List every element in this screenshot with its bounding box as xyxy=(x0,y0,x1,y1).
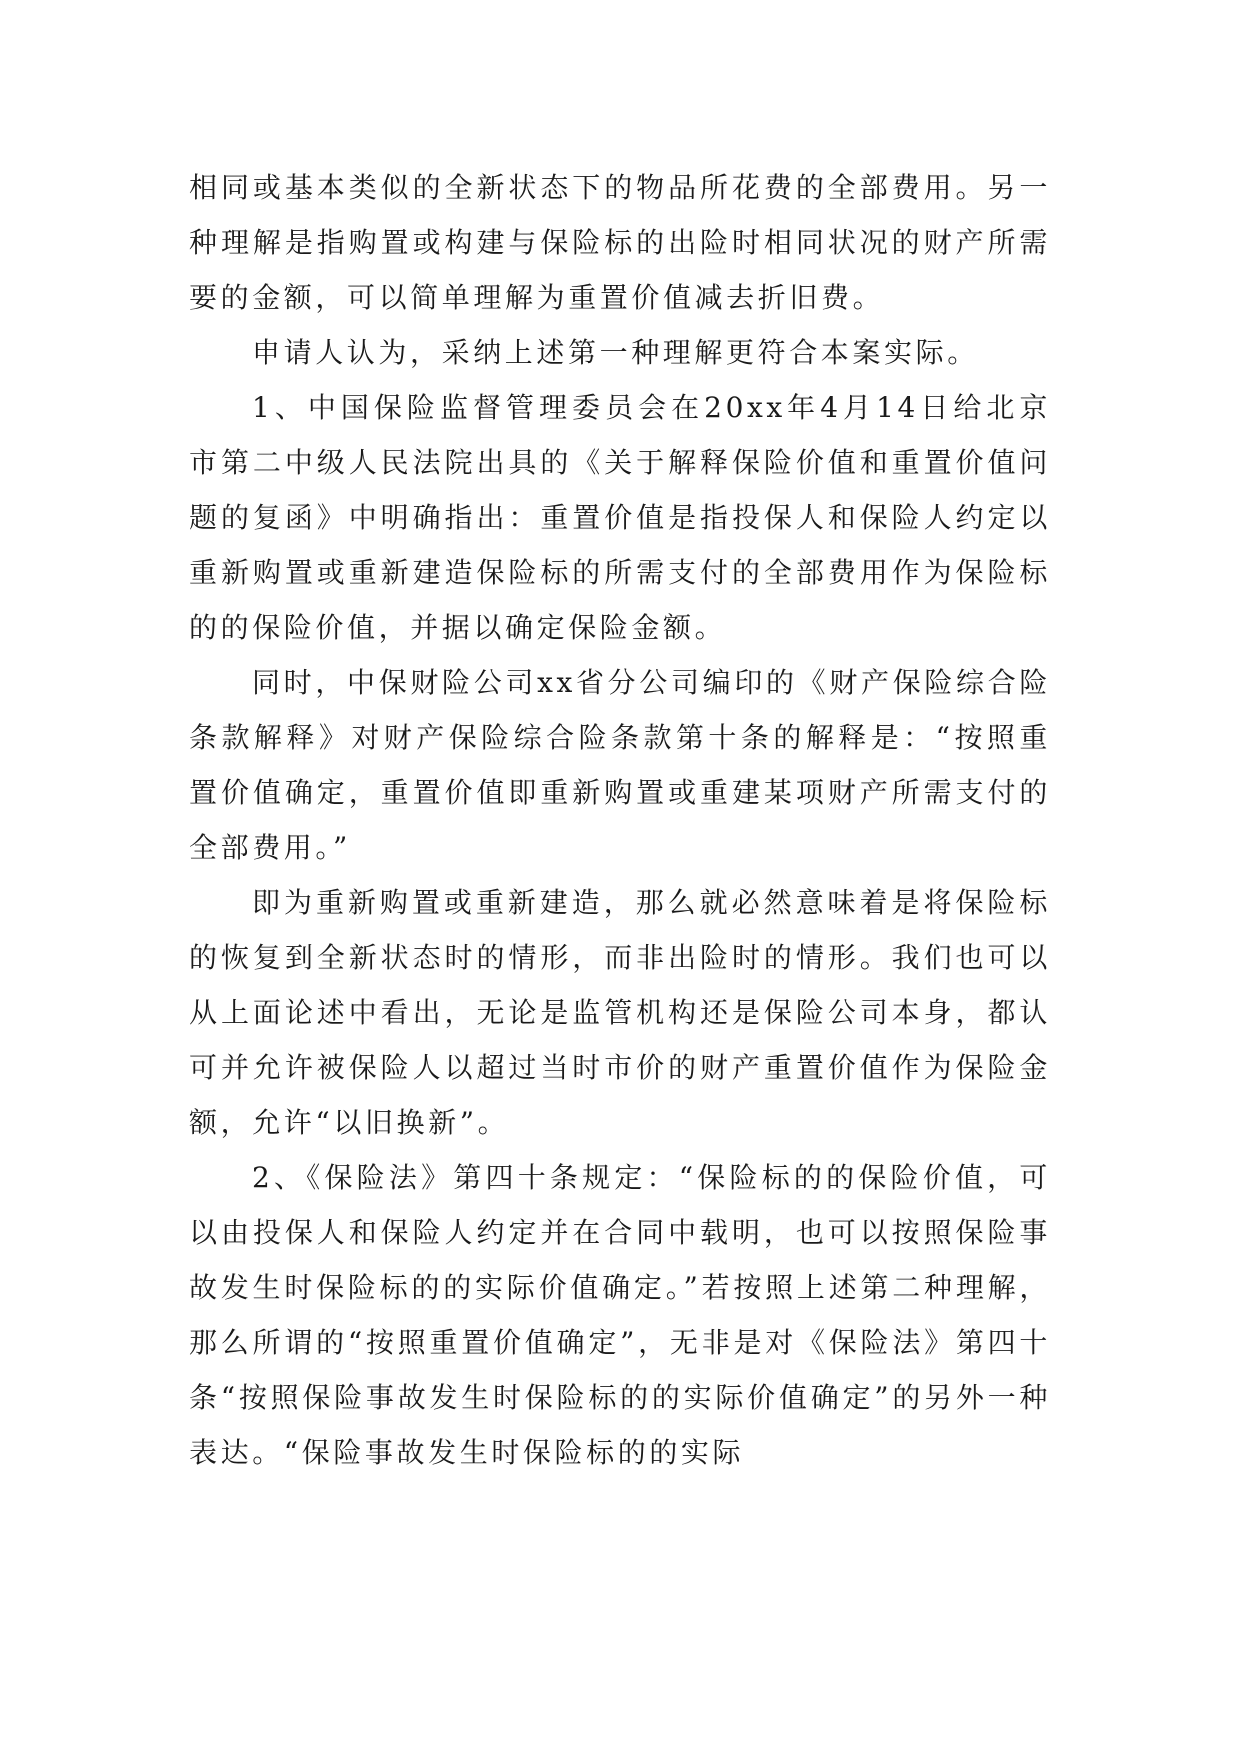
document-body xyxy=(189,160,1051,1480)
paragraph-continuation: 相同或基本类似的全新状态下的物品所花费的全部费用。另一种理解是指购置或构建与保险标的出险时相同状况的财产所需要的金额，可以简单理解为重置价值减去折旧费。 xyxy=(189,171,1051,314)
paragraph-applicant-opinion: 申请人认为，采纳上述第一种理解更符合本案实际。 xyxy=(252,336,979,369)
paragraph-insurer-explanation: 同时，中保财险公司xx省分公司编印的《财产保险综合险条款解释》对财产保险综合险条款第十条的解释是：“按照重置价值确定，重置价值即重新购置或重建某项财产所需支付的全部费用。” xyxy=(189,666,1051,864)
paragraph-reasoning: 即为重新购置或重新建造，那么就必然意味着是将保险标的恢复到全新状态时的情形，而非出险时的情形。我们也可以从上面论述中看出，无论是监管机构还是保险公司本身，都认可并允许被保险人以超过当时市价的财产重置价值作为保险金额，允许“以旧换新”。 xyxy=(189,886,1051,1139)
paragraph-point-1: 1、中国保险监督管理委员会在20xx年4月14日给北京市第二中级人民法院出具的《关于解释保险价值和重置价值问题的复函》中明确指出：重置价值是指投保人和保险人约定以重新购置或重新建造保险标的所需支付的全部费用作为保险标的的保险价值，并据以确定保险金额。 xyxy=(189,391,1051,644)
paragraph-point-2: 2、《保险法》第四十条规定：“保险标的的保险价值，可以由投保人和保险人约定并在合同中载明，也可以按照保险事故发生时保险标的的实际价值确定。”若按照上述第二种理解，那么所谓的“按照重置价值确定”，无非是对《保险法》第四十条“按照保险事故发生时保险标的的实际价值确定”的另外一种表达。“保险事故发生时保险标的的实际 xyxy=(189,1161,1051,1469)
